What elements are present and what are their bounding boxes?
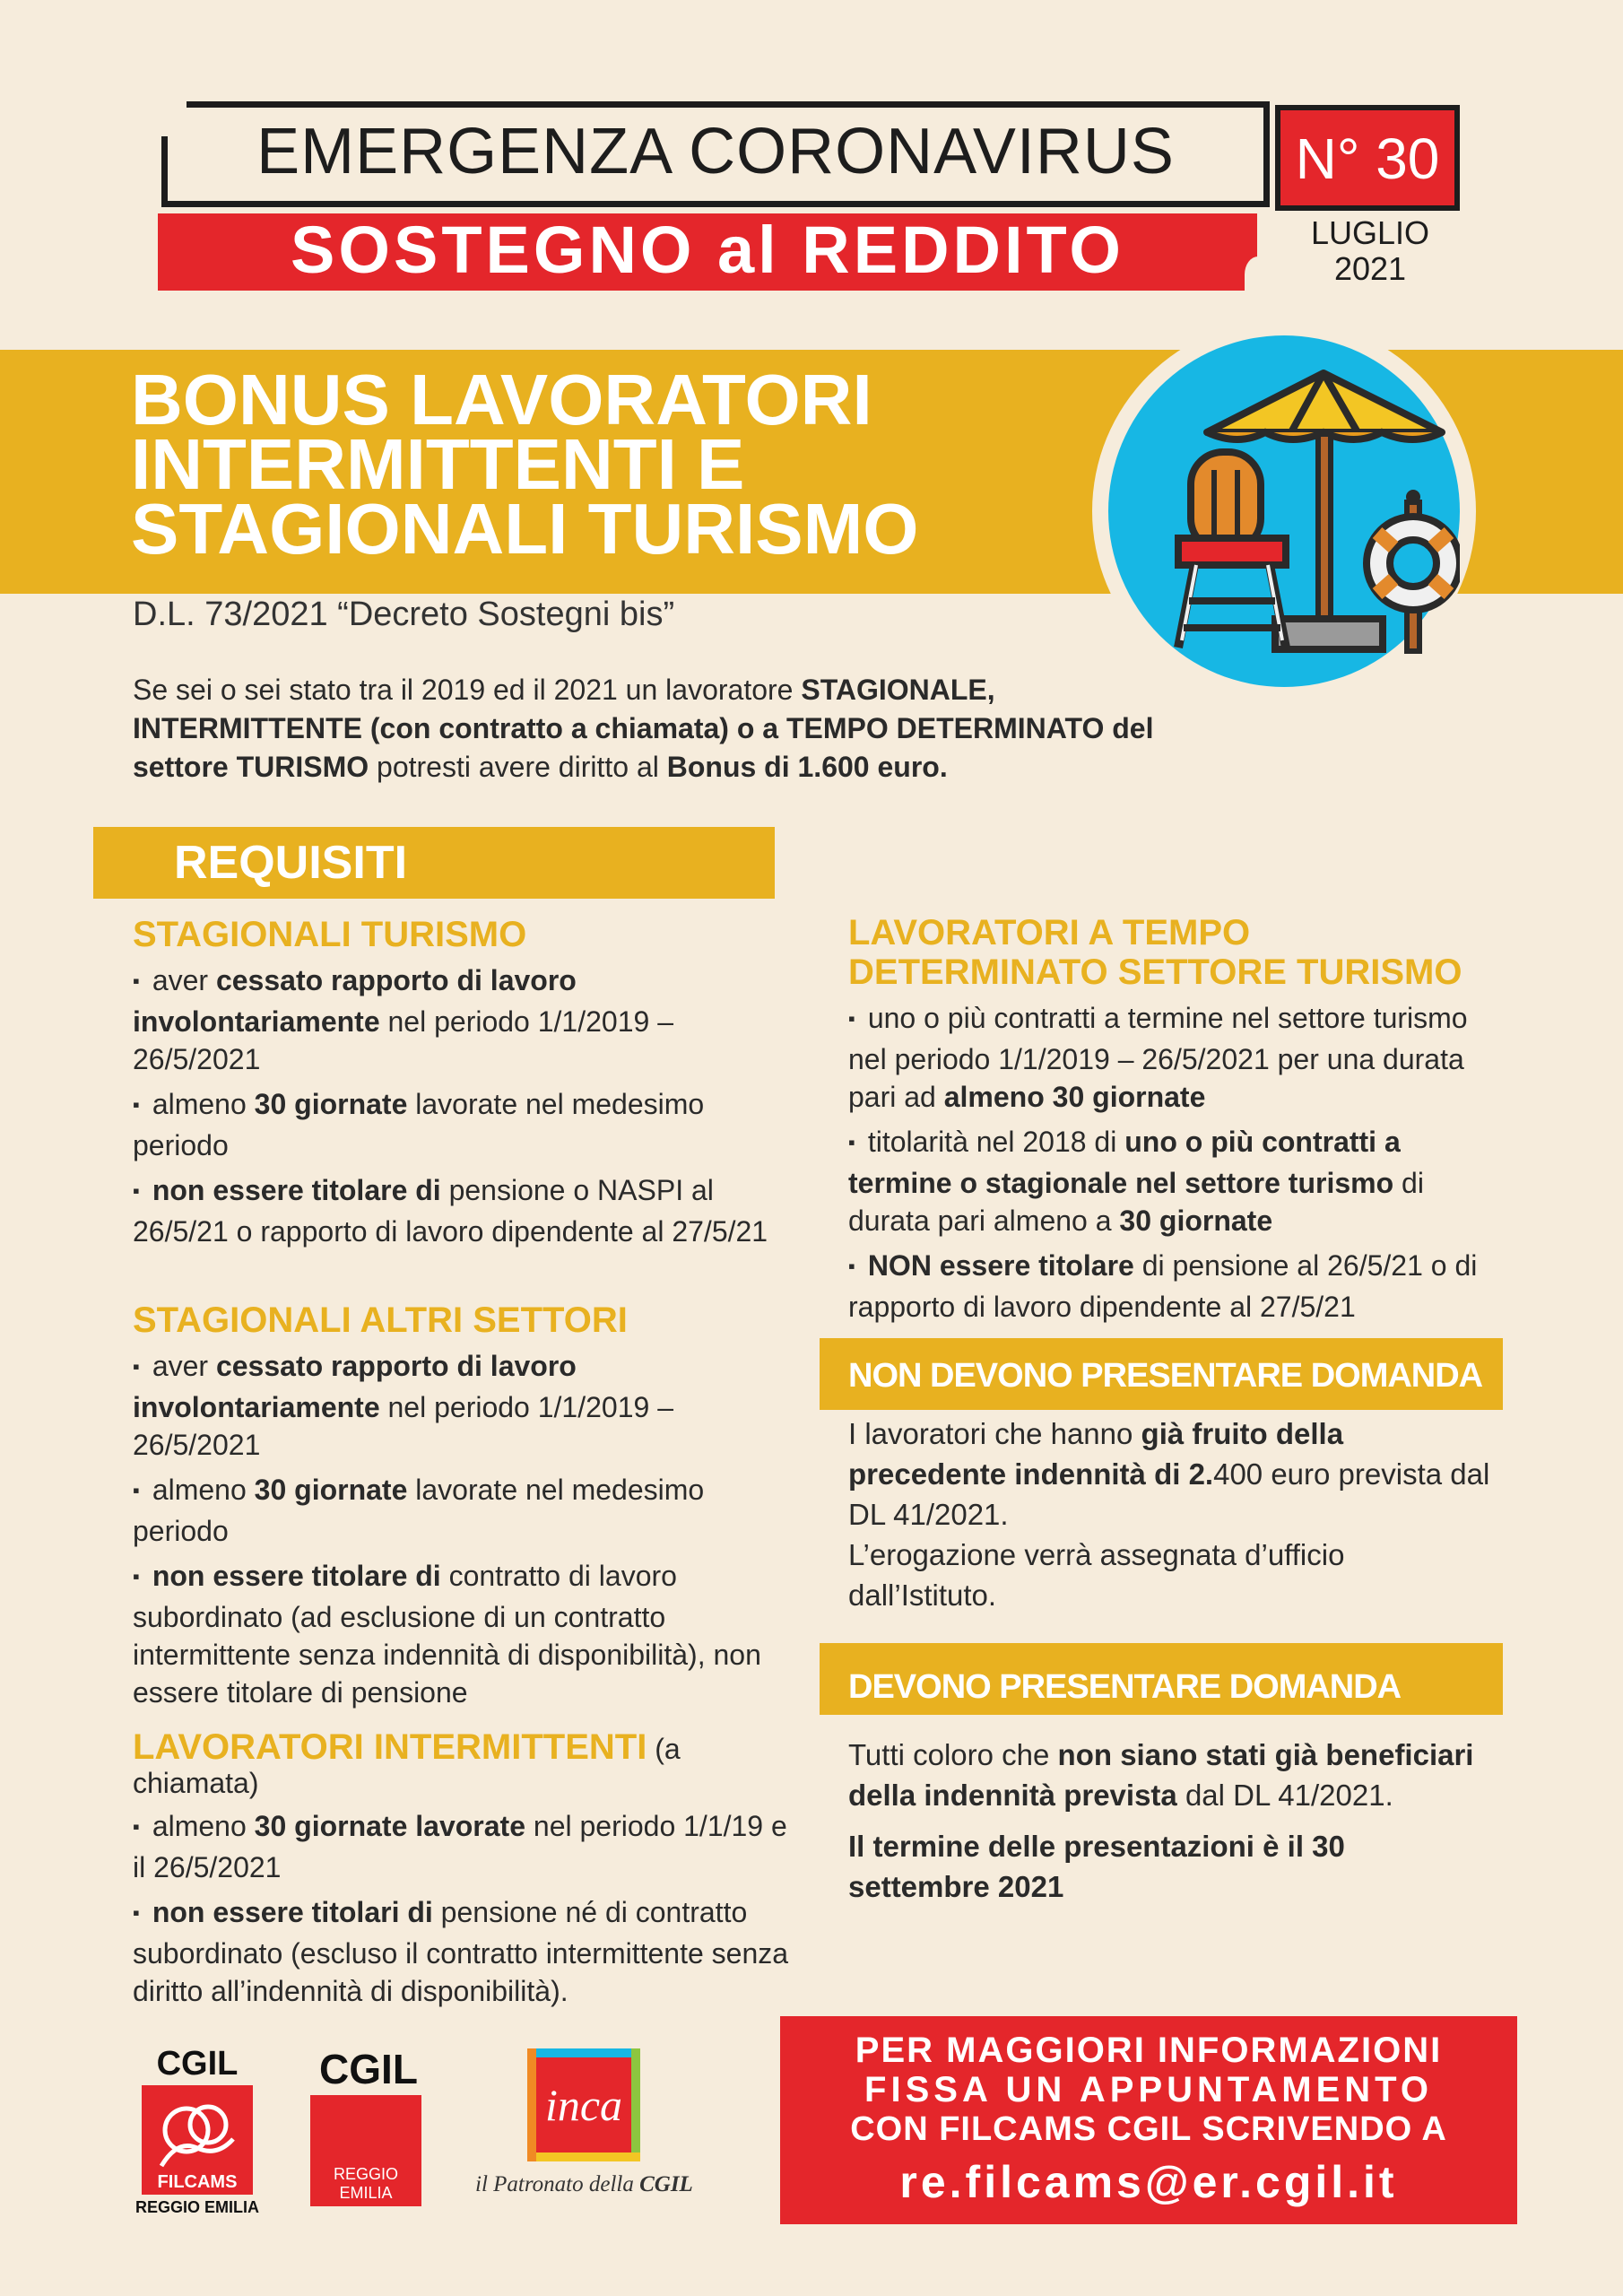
info-line-1: PER MAGGIORI INFORMAZIONI: [855, 2031, 1443, 2070]
section-stagionali-altri-settori: [133, 1300, 778, 1718]
section-heading: STAGIONALI TURISMO: [133, 915, 527, 954]
intro-text-1: Se sei o sei stato tra il 2019 ed il 2021 un lavoratore: [133, 674, 802, 706]
issue-number: N° 30: [1275, 105, 1460, 211]
logo-filcams: [135, 2045, 260, 2217]
list-item: ▪ almeno 30 giornate lavorate nel periodo 1/1/19 e il 26/5/2021: [133, 1807, 796, 1886]
si-domanda-text: Tutti coloro che non siano stati già beneficiari della indennità prevista dal DL 41/2021. Il termine delle presentazioni è il 30 settembre 2021: [848, 1735, 1476, 1907]
header-subtitle: SOSTEGNO al REDDITO: [291, 213, 1124, 287]
logo-cgil-name: CGIL: [319, 2046, 418, 2092]
logo-cgil-city: REGGIO EMILIA: [333, 2165, 398, 2202]
deadline-text: Il termine delle presentazioni è il 30 settembre 2021: [848, 1830, 1345, 1903]
si-domanda-bar: DEVONO PRESENTARE DOMANDA: [820, 1643, 1503, 1715]
issue-month: LUGLIO: [1310, 214, 1430, 251]
hero-line2: INTERMITTENTI E: [131, 424, 745, 504]
inca-emblem-icon: [527, 2048, 640, 2161]
no-domanda-bar: NON DEVONO PRESENTARE DOMANDA: [820, 1338, 1503, 1410]
list-item: ▪ titolarità nel 2018 di uno o più contratti a termine o stagionale nel settore turismo di durata pari almeno a 30 giornate: [848, 1123, 1494, 1239]
section-heading-1: LAVORATORI A TEMPO: [848, 913, 1251, 952]
list-item: ▪ aver cessato rapporto di lavoro involontariamente nel periodo 1/1/2019 – 26/5/2021: [133, 961, 778, 1078]
issue-date: [1282, 215, 1458, 287]
filcams-emblem-icon: [142, 2085, 253, 2195]
intro-bold-1: STAGIONALE, INTERMITTENTE (con contratto a chiamata) o a TEMPO DETERMINATO del settore TURISMO: [133, 674, 1154, 783]
list-item: ▪ almeno 30 giornate lavorate nel medesimo periodo: [133, 1471, 778, 1550]
list-item: ▪ non essere titolari di pensione né di contratto subordinato (escluso il contratto intermittente senza diritto all’indennità di disponibilità).: [133, 1893, 796, 2010]
cgil-red-square: [310, 2095, 421, 2206]
list-item: ▪ non essere titolare di pensione o NASPI al 26/5/21 o rapporto di lavoro dipendente al 27/5/21: [133, 1171, 778, 1250]
section-stagionali-turismo: [133, 915, 778, 1257]
beach-umbrella-lifeguard-icon: [1108, 335, 1460, 687]
logo-filcams-cgil: CGIL: [156, 2045, 239, 2083]
logo-cgil: [310, 2045, 427, 2206]
info-line-2: FISSA UN APPUNTAMENTO: [864, 2070, 1433, 2109]
hero-bonus: BONUS: [131, 360, 390, 439]
info-line-3: CON FILCAMS CGIL SCRIVENDO A: [850, 2110, 1447, 2148]
list-item: ▪ NON essere titolare di pensione al 26/5/21 o di rapporto di lavoro dipendente al 27/5/21: [848, 1247, 1494, 1326]
section-heading: LAVORATORI INTERMITTENTI: [133, 1727, 647, 1767]
logo-filcams-city: REGGIO EMILIA: [135, 2198, 259, 2216]
logo-filcams-name: FILCAMS: [157, 2172, 238, 2192]
section-heading-note: (a chiamata): [133, 1733, 681, 1799]
logo-inca-caption: il Patronato della CGIL: [475, 2172, 693, 2196]
issue-year: 2021: [1333, 250, 1407, 287]
section-heading: STAGIONALI ALTRI SETTORI: [133, 1300, 628, 1340]
intro-bonus-amount: Bonus di 1.600 euro.: [666, 751, 948, 783]
section-lavoratori-intermittenti: [133, 1727, 796, 2017]
list-item: ▪ non essere titolare di contratto di lavoro subordinato (ad esclusione di un contratto intermittente senza indennità di disponibilità), non essere titolare di pensione: [133, 1557, 778, 1711]
list-item: ▪ uno o più contratti a termine nel settore turismo nel periodo 1/1/2019 – 26/5/2021 per una durata pari ad almeno 30 giornate: [848, 999, 1494, 1116]
requisiti-title: REQUISITI: [174, 837, 408, 889]
header-title: EMERGENZA CORONAVIRUS: [256, 116, 1175, 187]
hero-line1: LAVORATORI: [389, 360, 872, 439]
logo-inca: [475, 2048, 726, 2197]
section-tempo-determinato: [848, 913, 1494, 1333]
list-item: ▪ almeno 30 giornate lavorate nel medesimo periodo: [133, 1085, 778, 1164]
section-heading-2: DETERMINATO SETTORE TURISMO: [848, 952, 1462, 992]
intro-text-2: potresti avere diritto al: [369, 751, 667, 783]
info-box: [780, 2016, 1517, 2224]
no-domanda-text: I lavoratori che hanno già fruito della precedente indennità di 2.400 euro prevista dal DL 41/2021. L’erogazione verrà assegnata d’ufficio dall’Istituto.: [848, 1417, 1490, 1612]
hero-line3: STAGIONALI TURISMO: [131, 489, 919, 569]
intro-paragraph: [133, 671, 1209, 787]
hero-title: [131, 360, 1072, 569]
logo-inca-name: inca: [536, 2057, 631, 2152]
list-item: ▪ aver cessato rapporto di lavoro involontariamente nel periodo 1/1/2019 – 26/5/2021: [133, 1347, 778, 1464]
decree-reference: D.L. 73/2021 “Decreto Sostegni bis”: [133, 596, 675, 633]
contact-email-link[interactable]: re.filcams@er.cgil.it: [899, 2157, 1398, 2207]
